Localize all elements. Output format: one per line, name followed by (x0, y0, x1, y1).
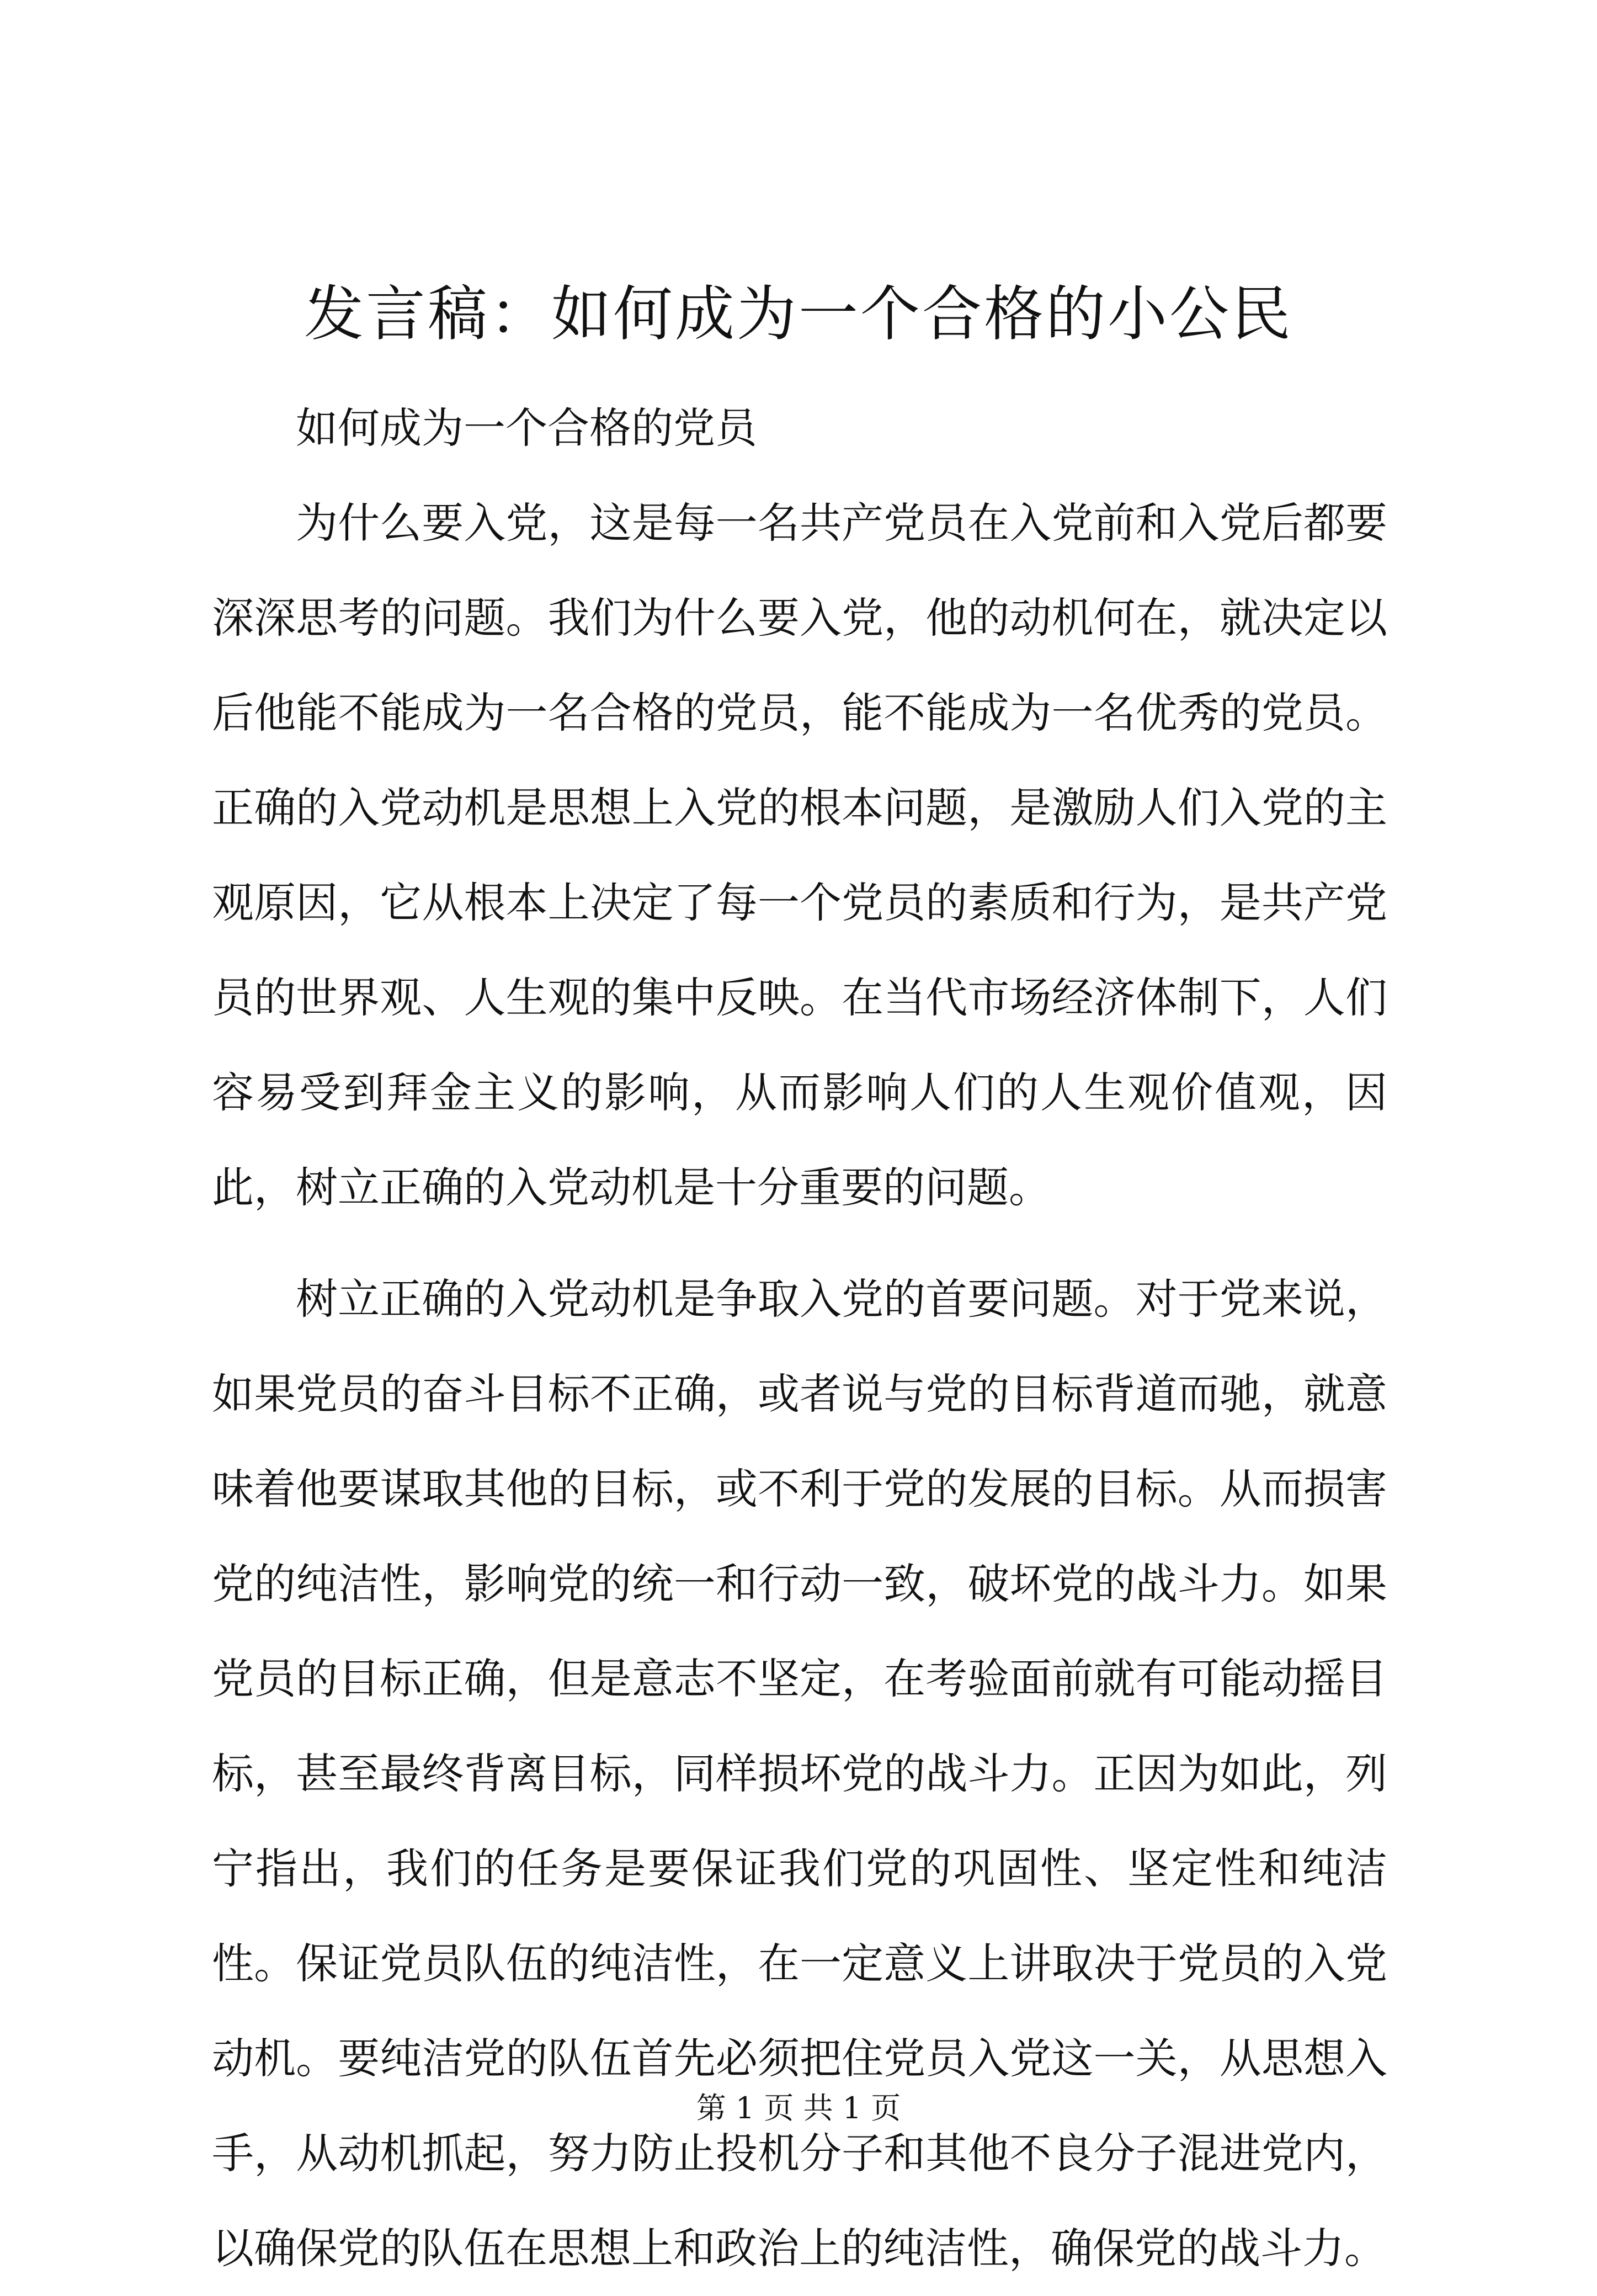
document-subtitle: 如何成为一个合格的党员 (296, 403, 757, 453)
document-title: 发言稿：如何成为一个合格的小公民 (304, 280, 1293, 349)
paragraph-2: 树立正确的入党动机是争取入党的首要问题。对于党来说，如果党员的奋斗目标不正确，或者说与党的目标背道而驰，就意味着他要谋取其他的目标，或不利于党的发展的目标。从而损害党的纯洁性，影响党的统一和行动一致，破坏党的战斗力。如果党员的目标正确，但是意志不坚定，在考验面前就有可能动摇目标，甚至最终背离目标，同样损坏党的战斗力。正因为如此，列宁指出，我们的任务是要保证我们党的巩固性、坚定性和纯洁性。保证党员队伍的纯洁性，在一定意义上讲取决于党员的入党动机。要纯洁党的队伍首先必须把住党员入党这一关，从思想入手，从动机抓起，努力防止投机分子和其他不良分子混进党内，以确保党的队伍在思想上和政治上的纯洁性，确保党的战斗力。 (212, 1274, 1387, 2273)
page-footer: 第 1 页 共 1 页 (696, 2091, 901, 2125)
document-body (212, 381, 1387, 2296)
paragraph-1: 为什么要入党，这是每一名共产党员在入党前和入党后都要深深思考的问题。我们为什么要入党，他的动机何在，就决定以后他能不能成为一名合格的党员，能不能成为一名优秀的党员。正确的入党动机是思想上入党的根本问题，是激励人们入党的主观原因，它从根本上决定了每一个党员的素质和行为，是共产党员的世界观、人生观的集中反映。在当代市场经济体制下，人们容易受到拜金主义的影响，从而影响人们的人生观价值观，因此，树立正确的入党动机是十分重要的问题。 (212, 498, 1387, 1212)
